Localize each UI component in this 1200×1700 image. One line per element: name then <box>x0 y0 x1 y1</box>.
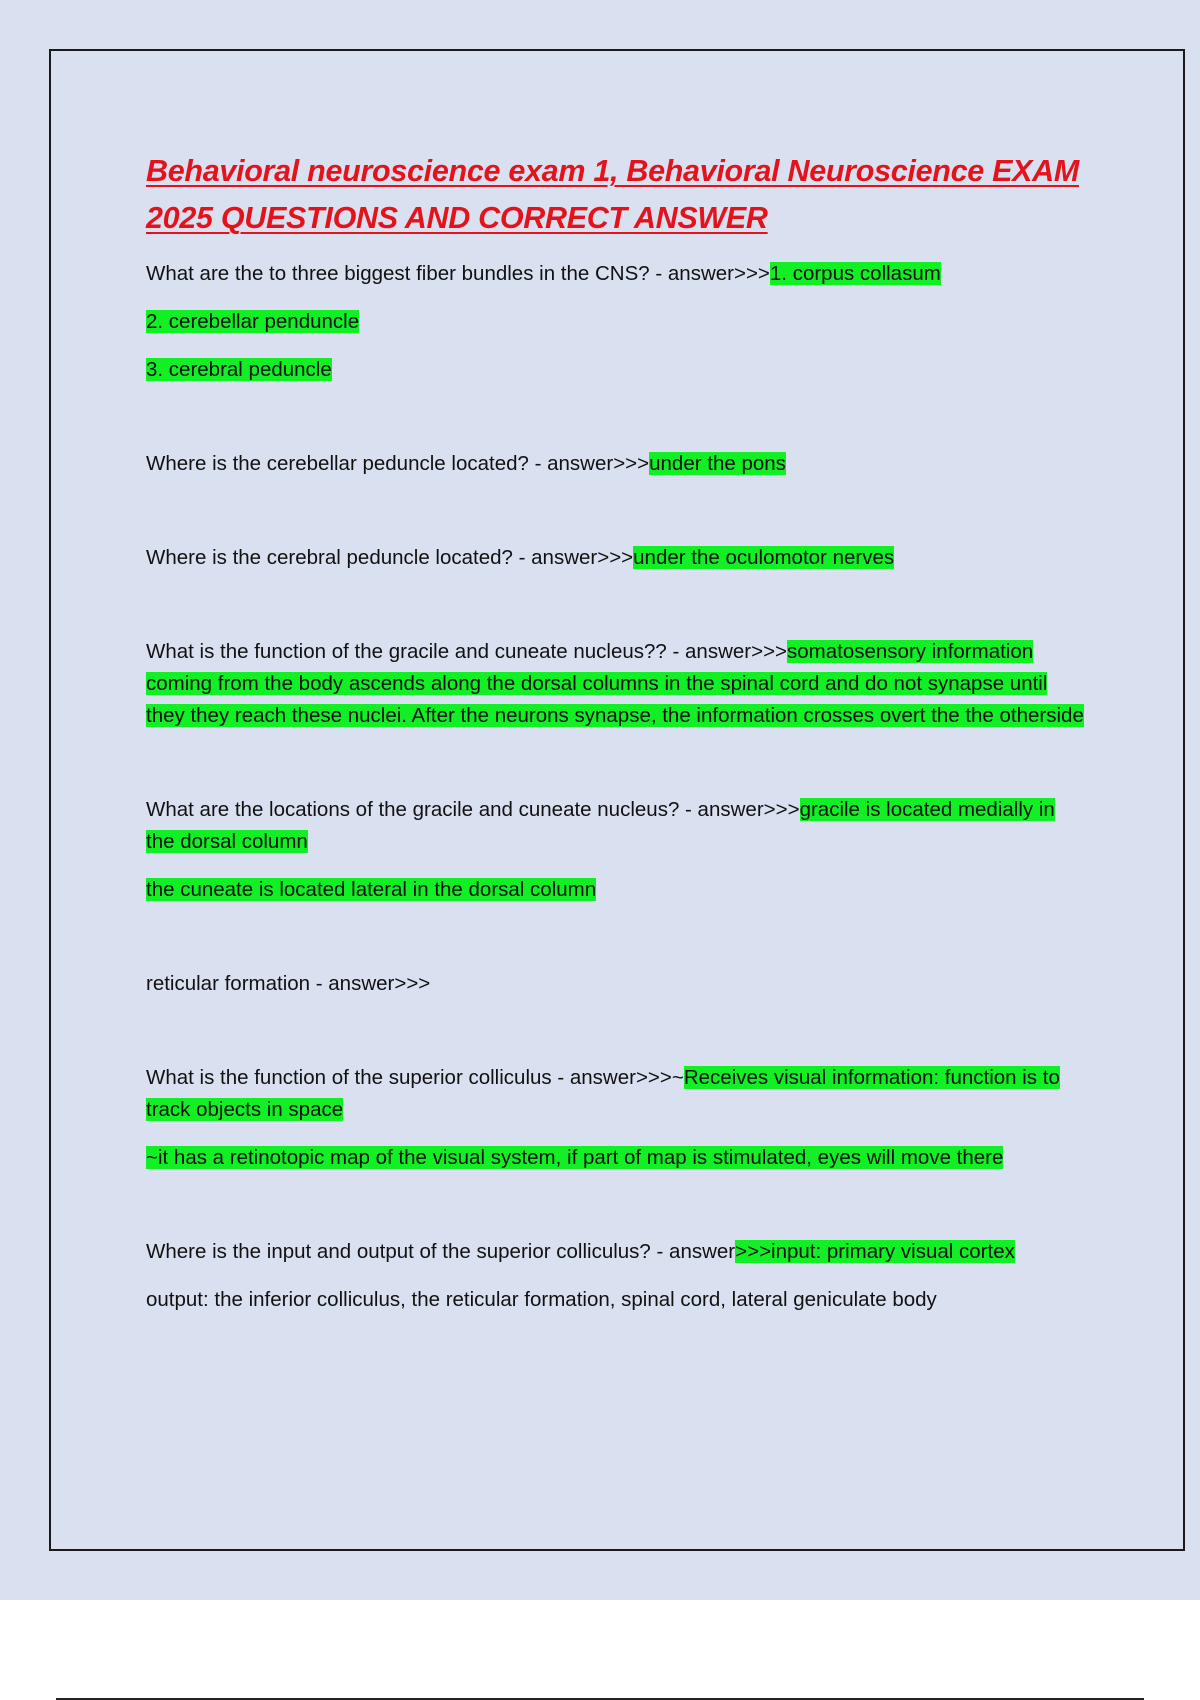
answer-highlight: under the pons <box>649 452 786 475</box>
question-text: Where is the input and output of the superior colliculus? - answer <box>146 1240 736 1263</box>
answer-line <box>146 306 1086 338</box>
answer-highlight: under the oculomotor nerves <box>633 546 895 569</box>
answer-highlight: ~it has a retinotopic map of the visual system, if part of map is stimulated, eyes will move there <box>146 1146 1004 1169</box>
answer-highlight: gracile is located medially in the dorsal column <box>146 798 1055 853</box>
qa-item <box>146 448 1086 480</box>
answer-line <box>146 1284 1086 1316</box>
qa-item <box>146 636 1086 732</box>
plain-answer-text: output: the inferior colliculus, the reticular formation, spinal cord, lateral geniculate body <box>146 1288 937 1311</box>
qa-item <box>146 542 1086 574</box>
question-text: What is the function of the gracile and cuneate nucleus?? - answer>>> <box>146 640 788 663</box>
question-text: reticular formation - answer>>> <box>146 972 431 995</box>
question-text: Where is the cerebral peduncle located? - answer>>> <box>146 546 634 569</box>
answer-highlight: somatosensory information coming from the body ascends along the dorsal columns in the spinal cord and do not synapse until they they reach these nuclei. After the neurons synapse, the information crosses overt the the otherside <box>146 640 1084 727</box>
answer-highlight: >>>input: primary visual cortex <box>735 1240 1015 1263</box>
question-text: What is the function of the superior colliculus - answer>>>~ <box>146 1066 684 1089</box>
qa-item <box>146 1062 1086 1126</box>
question-text: What are the to three biggest fiber bundles in the CNS? - answer>>> <box>146 262 770 285</box>
answer-line <box>146 354 1086 386</box>
question-text: What are the locations of the gracile and cuneate nucleus? - answer>>> <box>146 798 800 821</box>
qa-item <box>146 968 1086 1000</box>
answer-highlight: 1. corpus collasum <box>769 262 941 285</box>
question-text: Where is the cerebellar peduncle located? - answer>>> <box>146 452 650 475</box>
qa-item <box>146 794 1086 858</box>
qa-item <box>146 1236 1086 1268</box>
answer-line <box>146 1142 1086 1174</box>
answer-highlight: the cuneate is located lateral in the dorsal column <box>146 878 597 901</box>
answer-highlight: Receives visual information: function is to track objects in space <box>146 1066 1060 1121</box>
answer-highlight: 2. cerebellar penduncle <box>146 310 360 333</box>
document-body <box>146 148 1086 1316</box>
answer-line <box>146 874 1086 906</box>
document-title: Behavioral neuroscience exam 1, Behavioral Neuroscience EXAM 2025 QUESTIONS AND CORRECT ANSWER <box>146 154 1079 235</box>
answer-highlight: 3. cerebral peduncle <box>146 358 332 381</box>
qa-item <box>146 258 1086 290</box>
